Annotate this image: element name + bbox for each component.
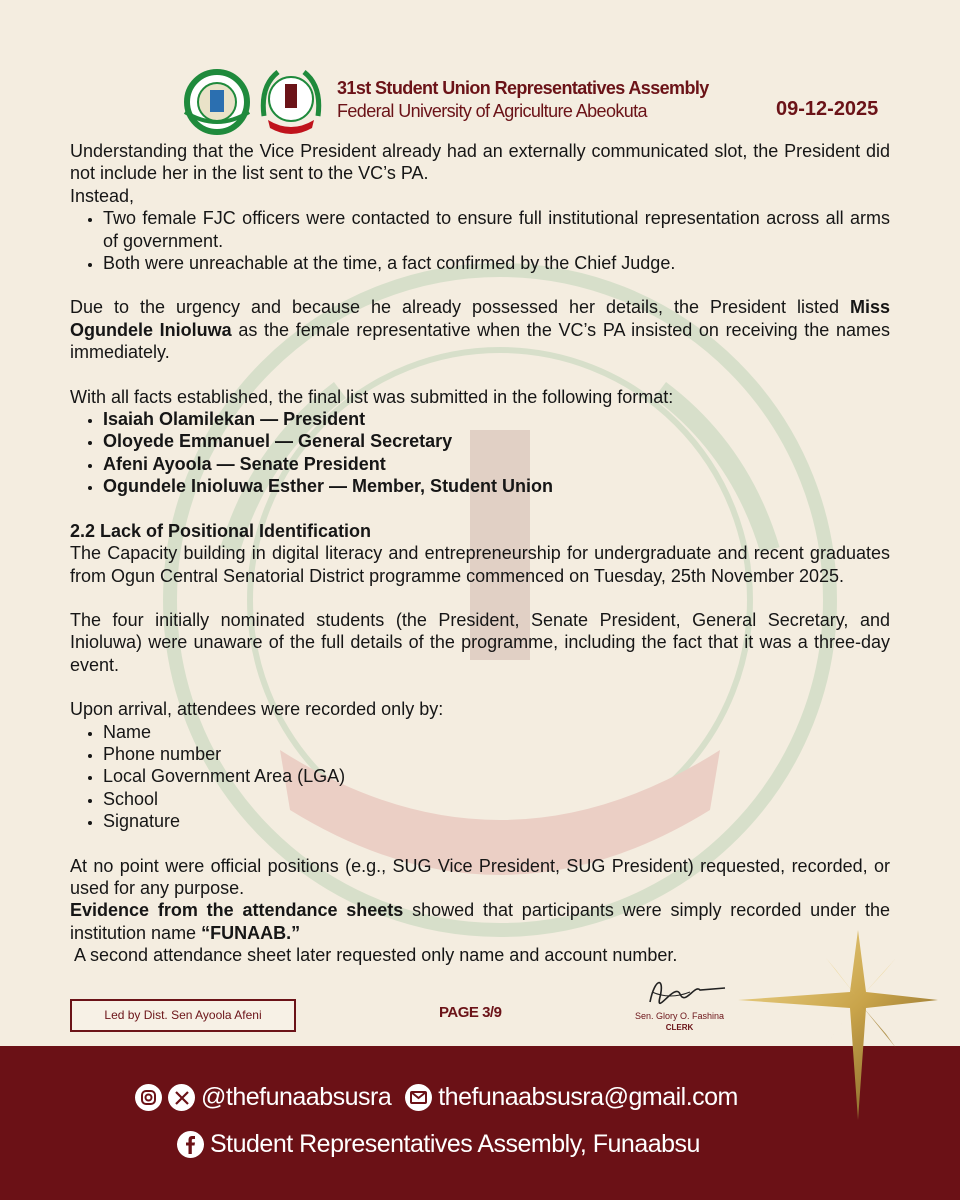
paragraph-text: Understanding that the Vice President already had an externally communicated slot, the President did not include her in the list sent to the VC’s PA. (70, 141, 890, 184)
university-name: Federal University of Agriculture Abeokuta (337, 101, 647, 121)
document-date: 09-12-2025 (776, 98, 879, 120)
paragraph: Upon arrival, attendees were recorded only by: (70, 699, 444, 720)
facebook-page[interactable]: Student Representatives Assembly, Funaabsu (210, 1130, 700, 1158)
paragraph: At no point were official positions (e.g., SUG Vice President, SUG President) requested, recorded, or used for any purpose. (70, 855, 890, 898)
paragraph-text: showed that participants were simply recorded under the institution name (70, 900, 890, 943)
document-body (70, 140, 890, 967)
highlighted-phrase: “FUNAAB.” (201, 922, 301, 943)
list-item: • Two female FJC officers were contacted to ensure full institutional representation across all arms of government. (103, 207, 890, 252)
assembly-title: 31st Student Union Representatives Assembly (337, 78, 709, 98)
instagram-icon[interactable] (135, 1084, 162, 1111)
paragraph-text: Due to the urgency and because he already possessed her details, the President listed (70, 297, 850, 318)
list-item: • Phone number (103, 743, 890, 765)
list-item: • Oloyede Emmanuel — General Secretary (103, 430, 890, 452)
email-address[interactable]: thefunaabsusra@gmail.com (438, 1083, 738, 1111)
highlighted-phrase: Evidence from the attendance sheets (70, 900, 404, 921)
bullet-list (70, 721, 890, 833)
led-by-box: Led by Dist. Sen Ayoola Afeni (70, 999, 296, 1032)
x-icon[interactable] (168, 1084, 195, 1111)
facebook-row (177, 1130, 700, 1159)
page-number: PAGE 3/9 (439, 1004, 502, 1021)
paragraph: The Capacity building in digital literacy and entrepreneurship for undergraduate and recent graduates from Ogun Central Senatorial District programme commenced on Tuesday, 25th November 2025. (70, 543, 890, 586)
funaab-logo (183, 68, 251, 136)
paragraph (70, 296, 890, 363)
paragraph-text: Instead, (70, 185, 135, 206)
list-item: • Afeni Ayoola — Senate President (103, 453, 890, 475)
signature (640, 972, 730, 1012)
paragraph-text: as the female representative when the VC’s PA insisted on receiving the names immediately. (70, 319, 890, 363)
paragraph: A second attendance sheet later requested only name and account number. (70, 945, 678, 966)
signer-name: Sen. Glory O. Fashina (634, 1011, 725, 1021)
signer-role: CLERK (665, 1023, 694, 1032)
nominee-list (70, 408, 890, 498)
list-item: • Name (103, 721, 890, 743)
paragraph: With all facts established, the final list was submitted in the following format: (70, 386, 674, 407)
paragraph (70, 140, 890, 207)
list-item: • Signature (103, 810, 890, 832)
highlighted-name: Miss Ogundele Inioluwa (70, 297, 890, 340)
facebook-icon[interactable] (177, 1131, 204, 1158)
email-icon[interactable] (405, 1084, 432, 1111)
paragraph: The four initially nominated students (the President, Senate President, General Secretary, and Inioluwa) were unaware of the full details of the programme, including the fact that it was a three-day event. (70, 609, 890, 675)
document-header (0, 60, 960, 150)
list-item: • Isaiah Olamilekan — President (103, 408, 890, 430)
section-heading: 2.2 Lack of Positional Identification (70, 520, 372, 541)
gold-star-ornament (738, 930, 938, 1120)
list-item: • School (103, 788, 890, 810)
sra-logo (258, 66, 324, 138)
bullet-list (70, 207, 890, 274)
list-item: • Both were unreachable at the time, a fact confirmed by the Chief Judge. (103, 252, 890, 274)
social-handle[interactable]: @thefunaabsusra (201, 1083, 392, 1111)
social-row (135, 1083, 738, 1112)
list-item: • Ogundele Inioluwa Esther — Member, Student Union (103, 475, 890, 497)
list-item: • Local Government Area (LGA) (103, 765, 890, 787)
